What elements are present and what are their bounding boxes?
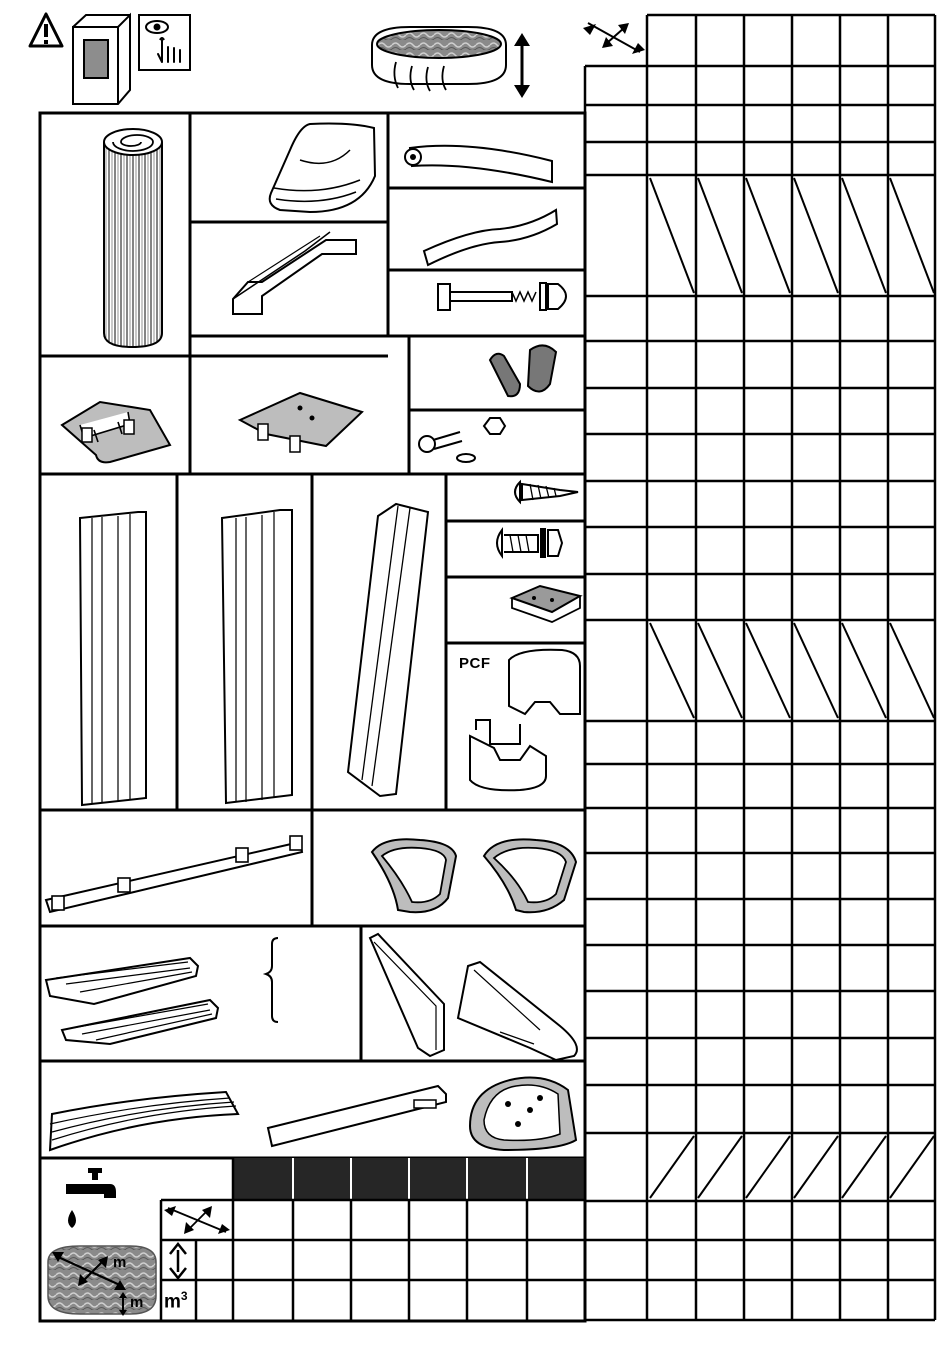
buttress-supports — [370, 934, 577, 1060]
coping-shoe — [470, 1078, 576, 1150]
coping-label: PCF — [459, 655, 491, 672]
machine-screw-with-nut — [497, 528, 562, 558]
dimensions-row-icon — [164, 1206, 230, 1234]
corner-bracket — [233, 232, 356, 314]
wavy-strip — [424, 210, 557, 265]
base-plate-small — [62, 402, 170, 462]
upright-post-a — [80, 512, 146, 805]
adhesive-tape-roll — [405, 146, 552, 182]
rivet-and-nut — [419, 418, 505, 462]
top-rails — [50, 1086, 446, 1150]
end-caps — [490, 345, 556, 396]
oval-pool-icon — [372, 27, 506, 91]
connector-plate — [512, 586, 580, 622]
volume-unit-exponent: 3 — [180, 1289, 188, 1303]
folded-liner — [270, 124, 375, 213]
group-brace — [266, 938, 278, 1022]
top-caps — [372, 839, 576, 912]
diagonal-dimension-arrows-icon — [583, 23, 645, 54]
capacity-table — [161, 1158, 585, 1321]
eye-and-hand-icon — [139, 15, 190, 70]
stabilizer-bars — [46, 958, 218, 1044]
unit-label-height: m — [130, 1294, 144, 1311]
height-row-icon — [170, 1244, 186, 1278]
manual-booklet-icon — [73, 15, 130, 104]
warning-triangle-icon — [30, 14, 62, 46]
volume-unit-label — [164, 1289, 188, 1313]
upright-post-c — [348, 504, 428, 796]
self-tapping-screw — [515, 482, 578, 502]
upright-post-b — [222, 510, 292, 803]
horizontal-rail — [46, 836, 302, 912]
water-tap-icon — [66, 1168, 116, 1228]
volume-unit-base: m — [164, 1291, 181, 1313]
quantity-grid — [585, 15, 935, 1320]
vertical-double-arrow-icon — [514, 33, 530, 98]
base-plate-large — [240, 393, 362, 452]
bolt-with-nuts — [438, 283, 566, 310]
liner-roll — [104, 129, 162, 347]
unit-label-width: m — [113, 1254, 127, 1271]
